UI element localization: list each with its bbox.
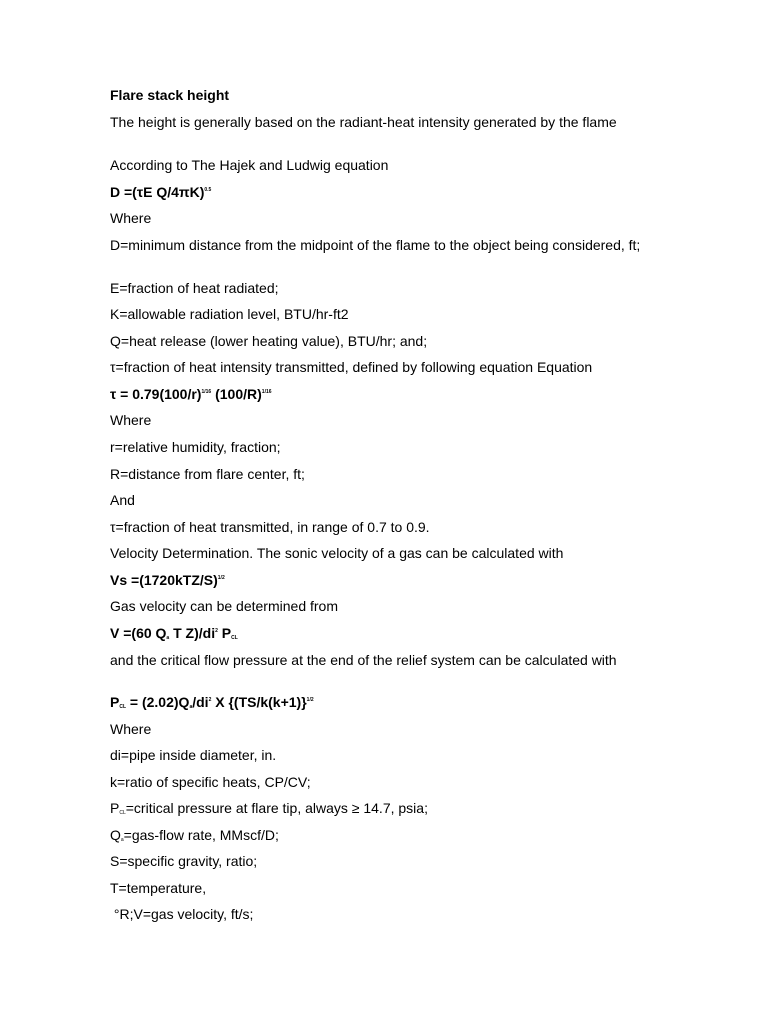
equation-distance-exponent: 0.5 xyxy=(204,187,212,193)
definition-K: K=allowable radiation level, BTU/hr-ft2 xyxy=(110,306,349,322)
eq4-part1: V =(60 Q xyxy=(110,625,167,641)
eq4-sub2: CL xyxy=(231,635,238,641)
definition-R-V: °R;V=gas velocity, ft/s; xyxy=(110,906,254,922)
def-Pcl-p2: =critical pressure at flare tip, always ≥ 14.7, psia; xyxy=(125,800,428,816)
eq4-part3: P xyxy=(217,625,232,641)
eq5-sub2: a xyxy=(189,704,193,710)
eq5-part1: P xyxy=(110,694,120,710)
eq5-sup1: 2 xyxy=(208,697,212,703)
def-Qa-p2: =gas-flow rate, MMscf/D; xyxy=(123,827,279,843)
eq5-part4: X {(TS/k(k+1)} xyxy=(211,694,307,710)
equation-tau-part1: τ = 0.79(100/r) xyxy=(110,386,202,402)
where-label-1: Where xyxy=(110,210,152,226)
equation-gas-velocity xyxy=(110,625,670,641)
eq4-part2: T Z)/di xyxy=(169,625,216,641)
definition-k: k=ratio of specific heats, CP/CV; xyxy=(110,774,311,790)
equation-tau xyxy=(110,386,670,402)
and-label: And xyxy=(110,492,135,508)
equation-distance xyxy=(110,184,670,200)
definition-T: T=temperature, xyxy=(110,880,207,896)
velocity-paragraph: Velocity Determination. The sonic velocity of a gas can be calculated with xyxy=(110,545,564,561)
where-label-2: Where xyxy=(110,412,152,428)
page-title: Flare stack height xyxy=(110,87,230,103)
def-Pcl-p1: P xyxy=(110,800,120,816)
def-Qa-sub: a xyxy=(120,837,124,843)
equation-tau-part2: (100/R) xyxy=(211,386,262,402)
definition-tau-1: τ=fraction of heat intensity transmitted, defined by following equation Equation xyxy=(110,359,593,375)
definition-D: D=minimum distance from the midpoint of the flame to the object being considered, ft; xyxy=(110,237,641,253)
def-Pcl-sub: CL xyxy=(119,810,126,816)
equation-tau-exp1: 1/16 xyxy=(201,389,212,395)
definition-E: E=fraction of heat radiated; xyxy=(110,280,279,296)
definition-tau-2: τ=fraction of heat transmitted, in range of 0.7 to 0.9. xyxy=(110,519,430,535)
definition-Pcl xyxy=(110,800,670,816)
equation-distance-main: D =(τE Q/4πK) xyxy=(110,184,205,200)
intro-paragraph: The height is generally based on the radiant-heat intensity generated by the flame xyxy=(110,114,617,130)
definition-R: R=distance from flare center, ft; xyxy=(110,466,305,482)
eq5-sup2: 1/2 xyxy=(306,697,314,703)
eq5-part2: = (2.02)Q xyxy=(126,694,190,710)
definition-Q: Q=heat release (lower heating value), BTU/hr; and; xyxy=(110,333,428,349)
eq4-sup1: 2 xyxy=(215,628,218,634)
definition-Qa xyxy=(110,827,670,843)
definition-di: di=pipe inside diameter, in. xyxy=(110,747,277,763)
where-label-3: Where xyxy=(110,721,152,737)
critical-paragraph: and the critical flow pressure at the end of the relief system can be calculated with xyxy=(110,652,617,668)
equation-sonic-exponent: 1/2 xyxy=(217,575,225,581)
eq5-part3: /di xyxy=(192,694,209,710)
eq5-sub1: CL xyxy=(119,704,127,710)
equation-sonic-main: Vs =(1720kTZ/S) xyxy=(110,572,218,588)
eq4-sub1: a xyxy=(166,635,170,641)
definition-r: r=relative humidity, fraction; xyxy=(110,439,281,455)
def-Qa-p1: Q xyxy=(110,827,121,843)
gas-velocity-line: Gas velocity can be determined from xyxy=(110,598,338,614)
equation-sonic-velocity xyxy=(110,572,670,588)
definition-S: S=specific gravity, ratio; xyxy=(110,853,258,869)
equation-critical-pressure xyxy=(110,694,670,710)
equation-tau-exp2: 1/16 xyxy=(261,389,272,395)
according-line: According to The Hajek and Ludwig equation xyxy=(110,157,389,173)
